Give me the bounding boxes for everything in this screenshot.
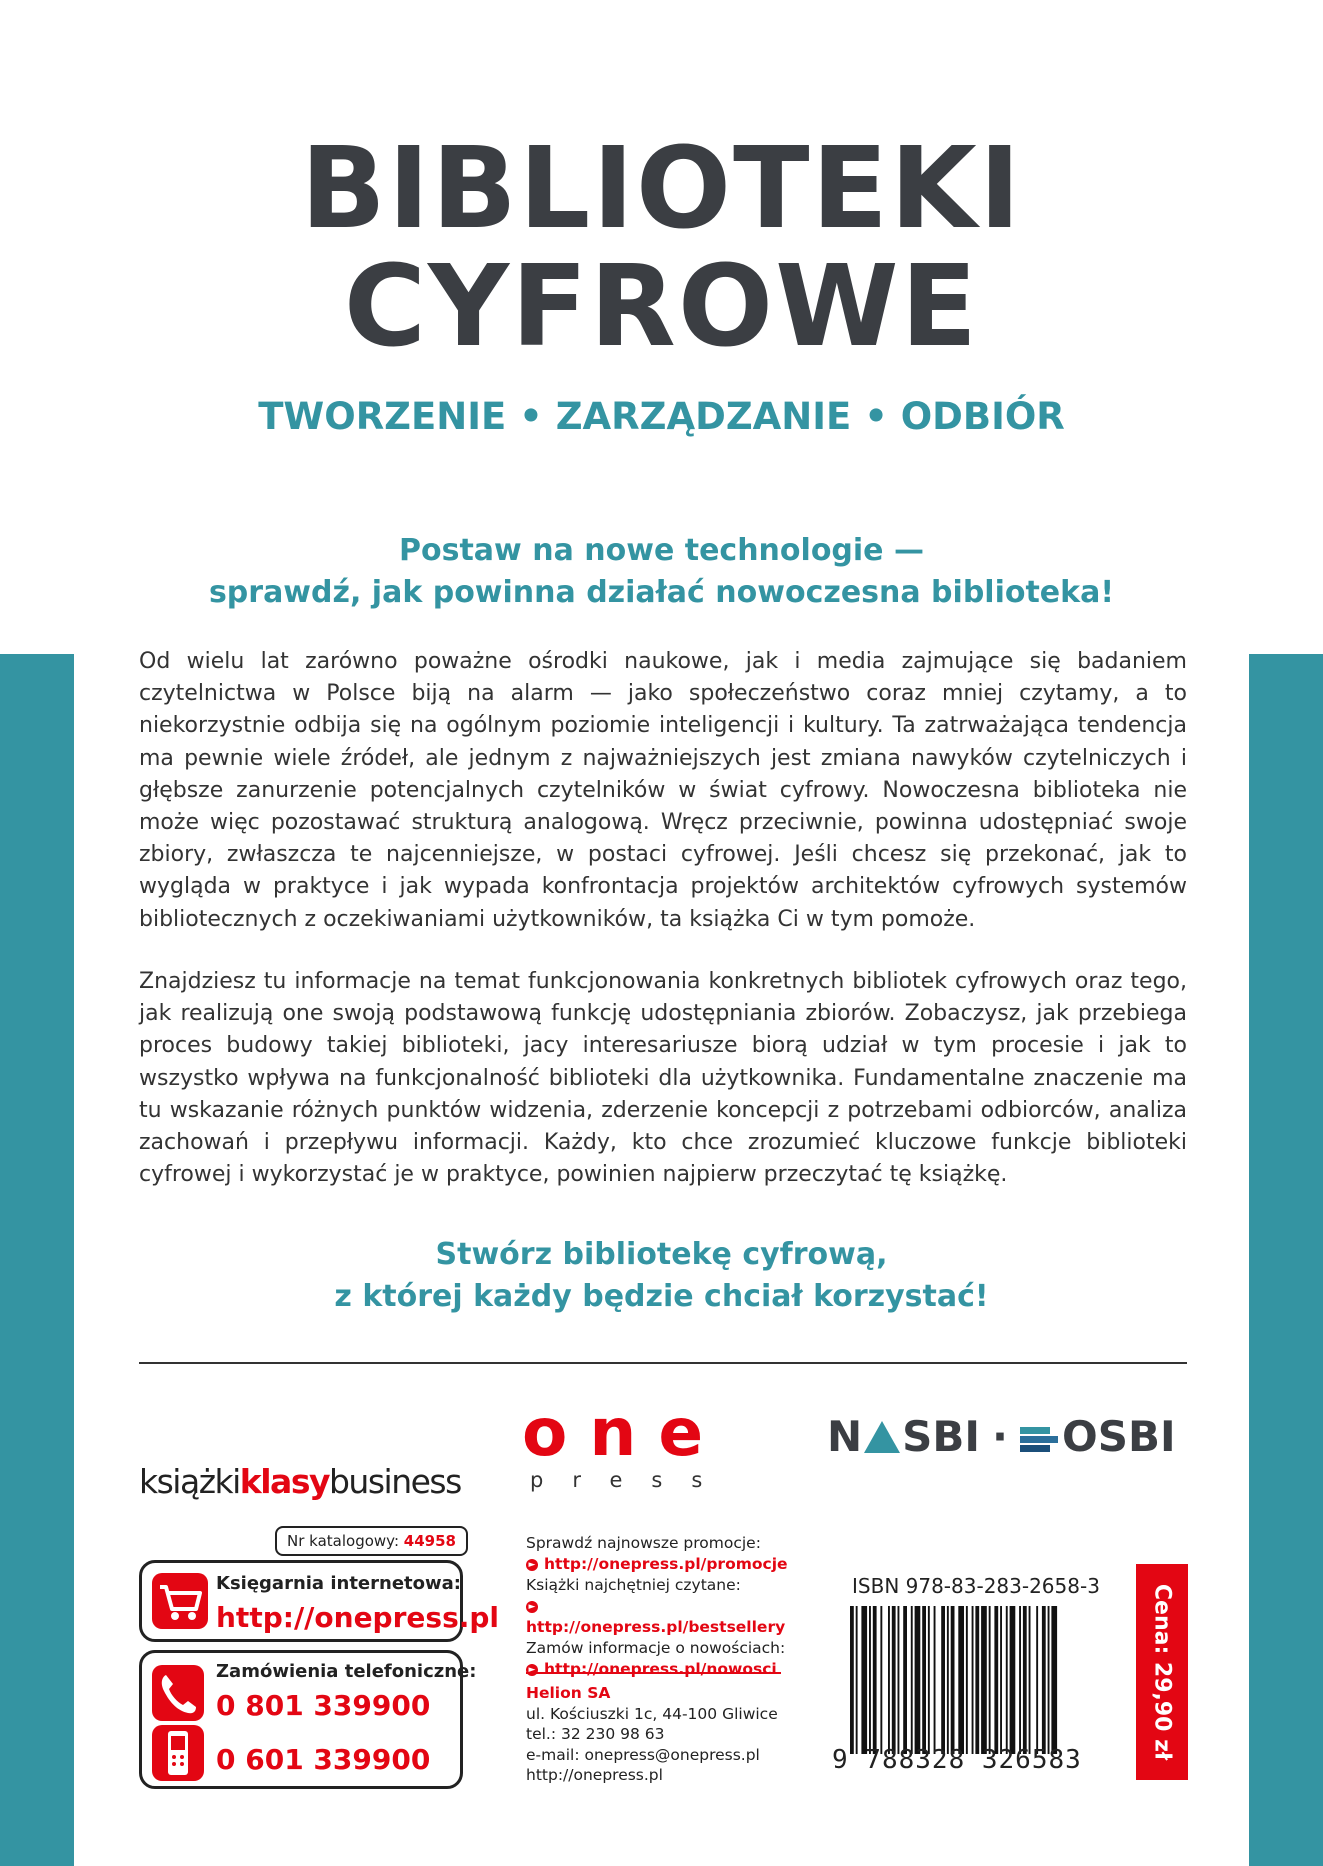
bestsellers-link[interactable]: http://onepress.pl/bestsellery (526, 1618, 786, 1636)
isbn-text: ISBN 978-83-283-2658-3 (852, 1574, 1100, 1598)
phone-orders-box (139, 1650, 477, 1789)
phone-number-mobile[interactable]: 0 601 339900 (216, 1743, 431, 1776)
headline-bottom-line2: z której każdy będzie chciał korzystać! (334, 1279, 989, 1314)
nasbi-dot: · (992, 1412, 1009, 1461)
osbi-text: OSBI (1062, 1412, 1176, 1461)
book-title-line2: CYFROWE (343, 242, 980, 372)
headline-top-line2: sprawdź, jak powinna działać nowoczesna biblioteka! (208, 575, 1115, 610)
online-bookstore-label: Księgarnia internetowa: (216, 1573, 461, 1594)
mobile-phone-icon (152, 1725, 204, 1781)
online-bookstore-url[interactable]: http://onepress.pl (216, 1601, 500, 1634)
publisher-website[interactable]: http://onepress.pl (526, 1766, 663, 1784)
nasbi-mid: SBI (902, 1412, 981, 1461)
bestsellers-label: Książki najchętniej czytane: (526, 1576, 741, 1594)
phone-orders-label: Zamówienia telefoniczne: (216, 1661, 477, 1682)
onepress-logo (522, 1394, 762, 1508)
divider-line (139, 1362, 1187, 1364)
news-label: Zamów informacje o nowościach: (526, 1639, 786, 1657)
catalog-value: 44958 (403, 1532, 456, 1550)
catalog-number (275, 1526, 468, 1556)
headline-bottom-line1: Stwórz bibliotekę cyfrową, (435, 1237, 888, 1272)
arrow-bullet-icon: ► (526, 1601, 538, 1613)
description-paragraph-2: Znajdziesz tu informacje na temat funkcjonowania konkretnych bibliotek cyfrowych oraz tego, jak realizują one swoją podstawową funkcję udostępniania zbiorów. Zobaczysz, jak przebiega proces budowy takiej biblioteki, jacy interesariusze biorą udział w tym procesie i jak to wszystko wpływa na funkcjonalność biblioteki dla użytkownika. Fundamentalne znaczenie ma tu wskazanie różnych punktów widzenia, zderzenie koncepcji z potrzebami odbiorców, analiza zachowań i przepływu informacji. Każdy, kto chce zrozumieć kluczowe funkcje biblioteki cyfrowej i wykorzystać je w praktyce, powinien najpierw przeczytać tę książkę. (139, 969, 1187, 1188)
book-title (0, 124, 1323, 372)
online-bookstore-box[interactable] (139, 1560, 500, 1642)
nasbi-osbi-logo (827, 1412, 1176, 1461)
shopping-cart-icon (152, 1573, 208, 1629)
nasbi-triangle-icon (864, 1421, 900, 1453)
promo-link[interactable]: http://onepress.pl/promocje (544, 1555, 788, 1573)
description-paragraph-1: Od wielu lat zarówno poważne ośrodki naukowe, jak i media zajmujące się badaniem czytelnictwa w Polsce biją na alarm — jako społeczeństwo coraz mniej czytamy, a to niekorzystnie odbija się na ogólnym poziomie inteligencji i kultury. Ta zatrważająca tendencja ma pewnie wiele źródeł, ale jednym z najważniejszych jest zmiana nawyków czytelniczych i głębsze zanurzenie potencjalnych czytelników w świat cyfrowy. Nowoczesna biblioteka nie może więc pozostawać strukturą analogową. Wręcz przeciwnie, powinna udostępniać swoje zbiory, zwłaszcza te najcenniejsze, w postaci cyfrowej. Jeśli chcesz się przekonać, jak to wygląda w praktyce i jak wypada konfrontacja projektów architektów cyfrowych systemów bibliotecznych z oczekiwaniami użytkowników, ta książka Ci w tym pomoże. (139, 649, 1187, 932)
promo-links (526, 1533, 796, 1680)
nasbi-left: N (827, 1412, 863, 1461)
kkb-part3: business (328, 1462, 461, 1501)
ksiazki-klasy-business-logo (139, 1462, 461, 1501)
book-title-line1: BIBLIOTEKI (300, 124, 1023, 254)
publisher-email[interactable]: e-mail: onepress@onepress.pl (526, 1745, 760, 1764)
publisher-info (526, 1683, 778, 1786)
publisher-name: Helion SA (526, 1684, 611, 1702)
phone-handset-icon (152, 1665, 204, 1721)
headline-top (0, 530, 1323, 614)
headline-bottom (0, 1234, 1323, 1318)
price-text: Cena: 29,90 zł (1149, 1583, 1175, 1761)
book-subtitle: TWORZENIE • ZARZĄDZANIE • ODBIÓR (258, 395, 1065, 438)
publisher-address: ul. Kościuszki 1c, 44-100 Gliwice (526, 1704, 778, 1723)
osbi-bars-icon (1020, 1425, 1058, 1454)
barcode-number: 9 788328 326583 (832, 1745, 1082, 1775)
barcode (848, 1606, 1135, 1754)
headline-top-line1: Postaw na nowe technologie — (399, 533, 924, 568)
arrow-bullet-icon: ► (526, 1664, 538, 1676)
price-tag (1136, 1564, 1188, 1780)
promo-divider (526, 1672, 781, 1674)
onepress-logo-one: one (522, 1394, 726, 1471)
phone-number-landline[interactable]: 0 801 339900 (216, 1689, 431, 1722)
kkb-part2: klasy (239, 1462, 329, 1501)
onepress-logo-press: press (530, 1468, 732, 1492)
news-link[interactable]: http://onepress.pl/nowosci (544, 1660, 777, 1678)
kkb-part1: książki (139, 1462, 240, 1501)
catalog-label: Nr katalogowy: (287, 1532, 399, 1550)
arrow-bullet-icon: ► (526, 1559, 538, 1571)
publisher-phone: tel.: 32 230 98 63 (526, 1725, 665, 1743)
promo-label: Sprawdź najnowsze promocje: (526, 1534, 761, 1552)
